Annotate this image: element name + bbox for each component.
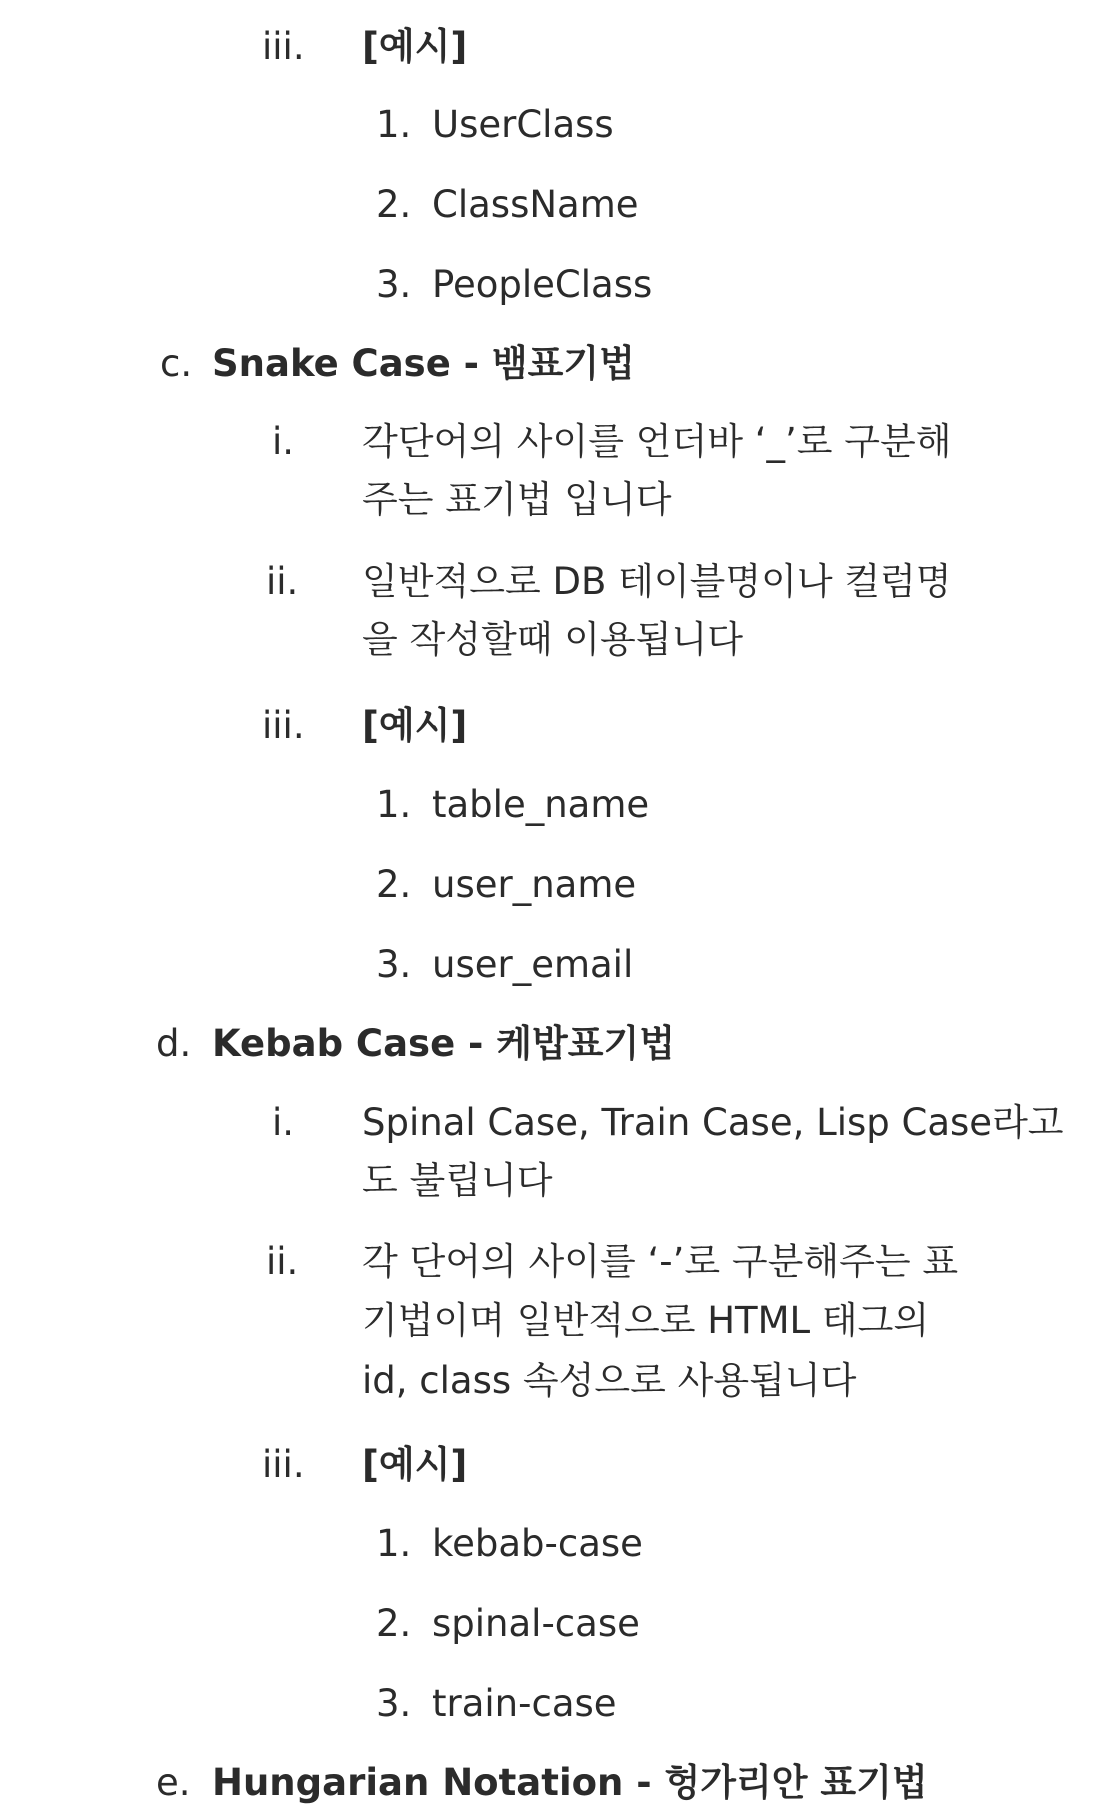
list-number: 2. [376,863,412,906]
list-marker-iii: iii. [262,704,305,747]
section-marker-e: e. [156,1761,191,1804]
list-number: 3. [376,943,412,986]
example-item: spinal-case [432,1602,640,1645]
heading-en: Hungarian Notation - [212,1761,665,1804]
list-marker-iii: iii. [262,25,305,68]
list-number: 2. [376,183,412,226]
paragraph-line: 각 단어의 사이를 ‘-’로 구분해주는 표 [362,1240,959,1283]
list-number: 3. [376,1682,412,1725]
heading-en: Snake Case - [212,342,492,385]
paragraph-line: 각단어의 사이를 언더바 ‘_’로 구분해 [362,420,952,463]
example-item: kebab-case [432,1522,643,1565]
section-marker-c: c. [160,342,193,385]
example-item: PeopleClass [432,263,653,306]
section-heading-snake-case [212,335,635,393]
section-heading-hungarian-notation [212,1754,928,1812]
list-number: 1. [376,103,412,146]
list-number: 2. [376,1602,412,1645]
example-label: [예시] [362,704,468,747]
list-marker-ii: ii. [266,1240,299,1283]
example-item: table_name [432,783,650,826]
paragraph-line: 일반적으로 DB 테이블명이나 컬럼명 [362,560,952,603]
section-marker-d: d. [156,1022,192,1065]
list-number: 3. [376,263,412,306]
paragraph-line: 을 작성할때 이용됩니다 [362,618,743,661]
example-label: [예시] [362,25,468,68]
heading-kr: 뱀표기법 [491,342,635,385]
paragraph-line: id, class 속성으로 사용됩니다 [362,1359,857,1402]
example-item: ClassName [432,183,639,226]
list-marker-i: i. [272,1101,295,1144]
paragraph-line: 기법이며 일반적으로 HTML 태그의 [362,1299,930,1342]
heading-kr: 케밥표기법 [496,1022,676,1065]
list-number: 1. [376,1522,412,1565]
paragraph-line: 주는 표기법 입니다 [362,478,672,521]
list-marker-i: i. [272,420,295,463]
paragraph-line: Spinal Case, Train Case, Lisp Case라고 [362,1101,1064,1144]
heading-en: Kebab Case - [212,1022,497,1065]
example-item: UserClass [432,103,614,146]
list-number: 1. [376,783,412,826]
example-item: user_name [432,863,637,906]
heading-kr: 헝가리안 표기법 [664,1761,928,1804]
example-item: train-case [432,1682,617,1725]
list-marker-ii: ii. [266,560,299,603]
example-item: user_email [432,943,634,986]
list-marker-iii: iii. [262,1443,305,1486]
section-heading-kebab-case [212,1015,675,1073]
example-label: [예시] [362,1443,468,1486]
paragraph-line: 도 불립니다 [362,1159,553,1202]
